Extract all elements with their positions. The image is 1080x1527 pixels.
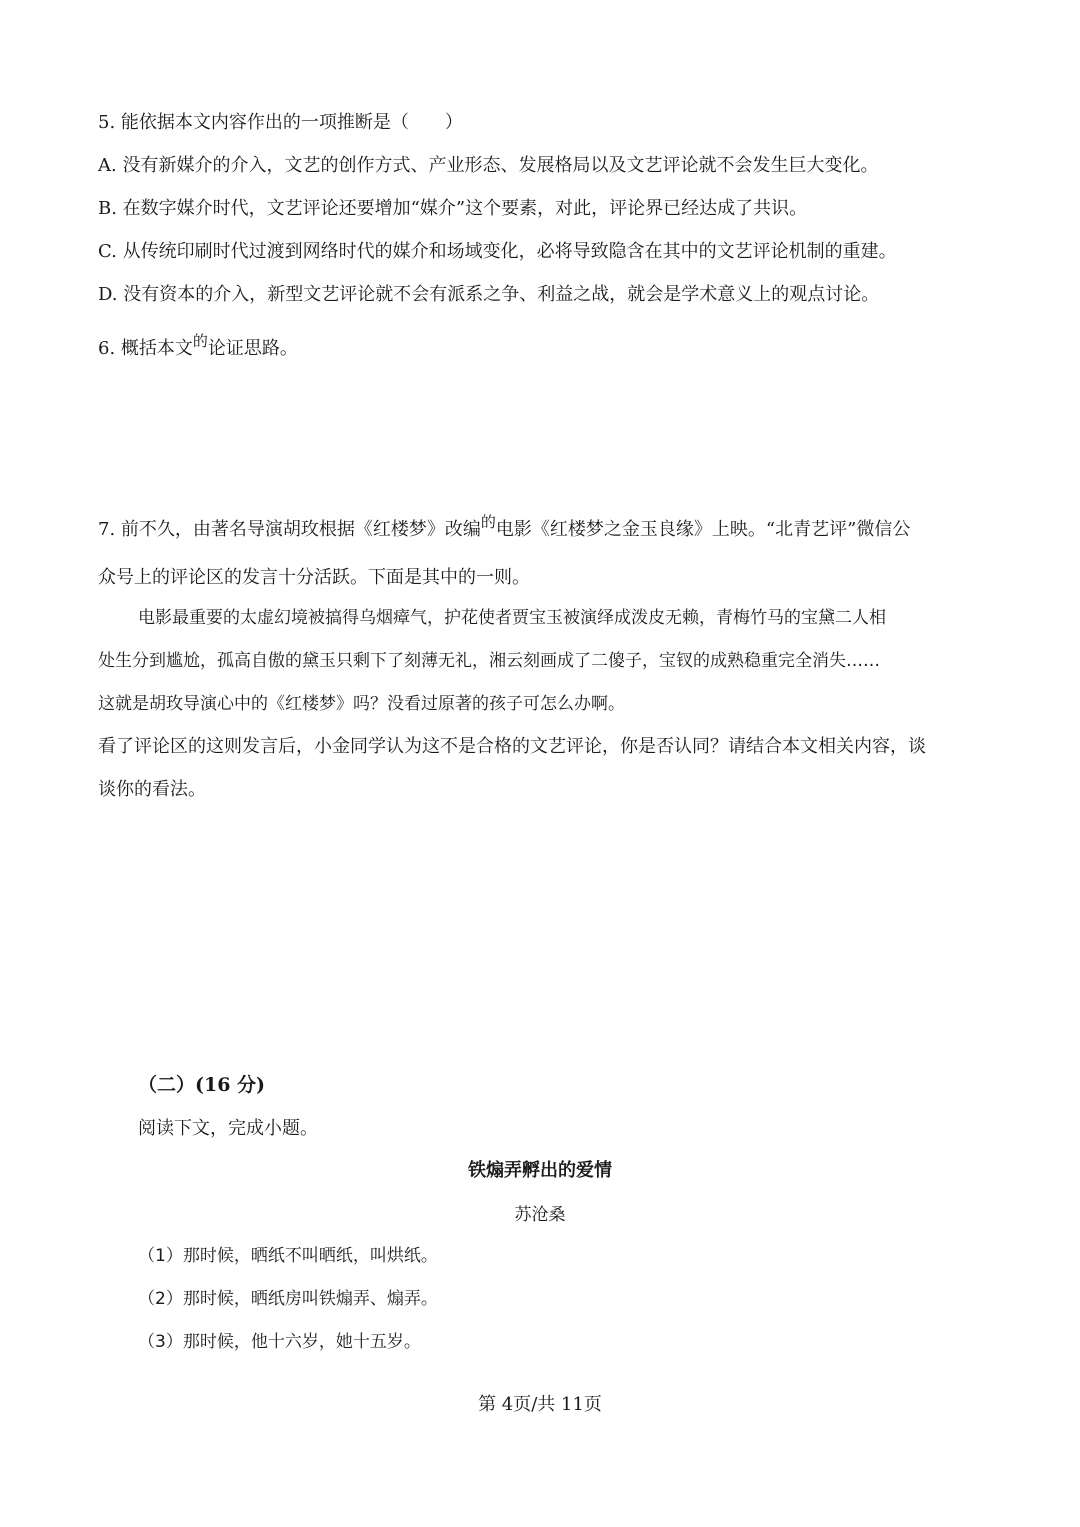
article-title: 铁煽弄孵出的爱情 — [468, 1160, 612, 1181]
q5-option-b: B. 在数字媒介时代，文艺评论还要增加“媒介”这个要素，对此，评论界已经达成了共识。 — [98, 198, 808, 219]
q6-text-b: 论证思路。 — [207, 338, 298, 359]
page-footer: 第 4页/共 11页 — [478, 1394, 602, 1415]
q7-text-b: 电影《红楼梦之金玉良缘》上映。“北青艺评”微信公 — [495, 519, 911, 540]
q5-option-a: A. 没有新媒介的介入，文艺的创作方式、产业形态、发展格局以及文艺评论就不会发生巨大变化。 — [98, 155, 879, 176]
q7-quote-line2: 处生分到尴尬，孤高自傲的黛玉只剩下了刻薄无礼，湘云刻画成了二傻子，宝钗的成熟稳重完全消失…… — [98, 651, 880, 671]
q7-quote-line1: 电影最重要的太虚幻境被搞得乌烟瘴气，护花使者贾宝玉被演绎成泼皮无赖，青梅竹马的宝黛二人相 — [138, 608, 886, 628]
q7-ask-line1: 看了评论区的这则发言后，小金同学认为这不是合格的文艺评论，你是否认同？请结合本文相关内容，谈 — [98, 736, 926, 757]
q7-text-sup: 的 — [480, 513, 496, 531]
q7-ask-line2: 谈你的看法。 — [98, 779, 206, 800]
q5-option-d: D. 没有资本的介入，新型文艺评论就不会有派系之争、利益之战，就会是学术意义上的观点讨论。 — [98, 284, 880, 305]
section-heading: （二）(16 分) — [138, 1074, 266, 1096]
q6-text-a: 6. 概括本文 — [98, 338, 193, 359]
q6-stem — [98, 332, 298, 362]
article-para-2: （2）那时候，晒纸房叫铁煽弄、煽弄。 — [138, 1289, 438, 1309]
q7-stem-line2: 众号上的评论区的发言十分活跃。下面是其中的一则。 — [98, 567, 530, 588]
article-para-3: （3）那时候，他十六岁，她十五岁。 — [138, 1332, 421, 1352]
q7-quote-line3: 这就是胡玫导演心中的《红楼梦》吗？没看过原著的孩子可怎么办啊。 — [98, 694, 625, 714]
q6-text-sup: 的 — [192, 332, 208, 350]
article-author: 苏沧桑 — [514, 1205, 566, 1225]
q5-stem: 5. 能依据本文内容作出的一项推断是（ ） — [98, 112, 463, 133]
q5-option-c: C. 从传统印刷时代过渡到网络时代的媒介和场域变化，必将导致隐含在其中的文艺评论机制的重建。 — [98, 241, 897, 262]
q7-stem-line1 — [98, 513, 911, 543]
article-para-1: （1）那时候，晒纸不叫晒纸，叫烘纸。 — [138, 1246, 438, 1266]
section-instruction: 阅读下文，完成小题。 — [138, 1118, 318, 1139]
q7-text-a: 7. 前不久，由著名导演胡玫根据《红楼梦》改编 — [98, 519, 481, 540]
